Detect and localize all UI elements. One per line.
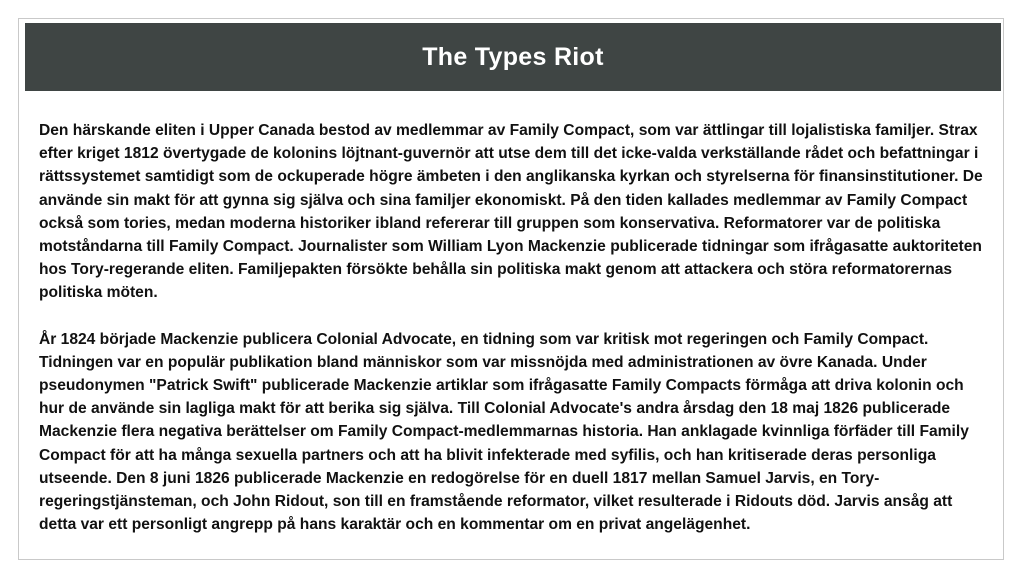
body-paragraph-1: Den härskande eliten i Upper Canada bestod av medlemmar av Family Compact, som var ättlingar till lojalistiska familjer. Strax efter kriget 1812 övertygade de kolonins löjtnant-guvernör att utse dem till det icke-valda verkställande rådet och befattningar i rättssystemet samtidigt som de ockuperade högre ämbeten i den anglikanska kyrkan och styrelserna för finansinstitutioner. De använde sin makt för att gynna sig själva och sina familjer ekonomiskt. På den tiden kallades medlemmar av Family Compact också som tories, medan moderna historiker ibland refererar till gruppen som konservativa. Reformatorer var de politiska motståndarna till Family Compact. Journalister som William Lyon Mackenzie publicerade tidningar som ifrågasatte auktoriteten hos Tory-regerande eliten. Familjepakten försökte behålla sin politiska makt genom att attackera och störa reformatorernas politiska möten. bbox=[39, 122, 983, 302]
slide-body bbox=[39, 119, 983, 536]
body-paragraph-2: År 1824 började Mackenzie publicera Colonial Advocate, en tidning som var kritisk mot regeringen och Family Compact. Tidningen var en populär publikation bland människor som var missnöjda med administrationen av övre Kanada. Under pseudonymen "Patrick Swift" publicerade Mackenzie artiklar som ifrågasatte Family Compacts förmåga att driva kolonin och hur de använde sin lagliga makt för att berika sig själva. Till Colonial Advocate's andra årsdag den 18 maj 1826 publicerade Mackenzie flera negativa berättelser om Family Compact-medlemmarnas historia. Han anklagade kvinnliga förfäder till Family Compact för att ha många sexuella partners och att ha blivit infekterade med syfilis, och han kritiserade deras personliga utseende. Den 8 juni 1826 publicerade Mackenzie en redogörelse för en duell 1817 mellan Samuel Jarvis, en Tory-regeringstjänsteman, och John Ridout, son till en framstående reformator, vilket resulterade i Ridouts död. Jarvis ansåg att detta var ett personligt angrepp på hans karaktär och en kommentar om en privat angelägenhet. bbox=[39, 330, 969, 534]
slide-title: The Types Riot bbox=[422, 42, 604, 71]
slide-frame bbox=[18, 18, 1004, 560]
title-bar bbox=[25, 23, 1001, 91]
